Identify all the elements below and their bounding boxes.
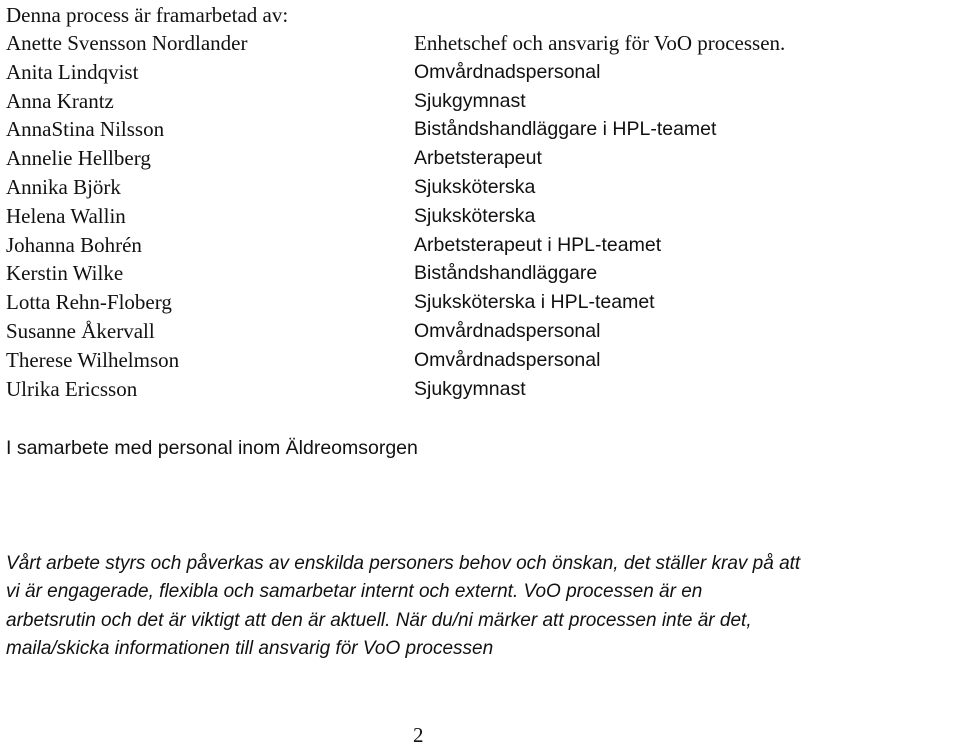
person-name: AnnaStina Nilsson [6,117,165,142]
person-role: Omvårdnadspersonal [414,319,601,342]
person-role: Enhetschef och ansvarig för VoO processen. [414,31,786,55]
person-role: Sjuksköterska i HPL-teamet [414,291,655,314]
paragraph-line: arbetsrutin och det är viktigt att den är aktuell. När du/ni märker att processen inte är det, [6,609,752,631]
process-paragraph [6,550,956,663]
paragraph-line: maila/skicka informationen till ansvarig för VoO processen [6,637,494,659]
roles-column [414,29,785,403]
person-name: Susanne Åkervall [6,318,155,343]
person-role: Sjukgymnast [414,89,526,112]
person-role: Arbetsterapeut i HPL-teamet [414,233,662,256]
person-name: Johanna Bohrén [6,232,142,257]
person-role: Omvårdnadspersonal [414,348,601,371]
person-name: Helena Wallin [6,203,126,228]
page-number: 2 [413,723,424,747]
person-name: Annelie Hellberg [6,146,151,171]
person-role: Biståndshandläggare [414,262,598,285]
person-name: Kerstin Wilke [6,261,124,286]
person-name: Anita Lindqvist [6,59,139,84]
person-name: Lotta Rehn-Floberg [6,290,172,315]
person-name: Ulrika Ericsson [6,376,138,401]
person-role: Sjukgymnast [414,377,526,400]
person-role: Arbetsterapeut [414,147,542,170]
person-role: Biståndshandläggare i HPL-teamet [414,118,717,141]
person-name: Annika Björk [6,174,121,199]
person-name: Therese Wilhelmson [6,347,180,372]
paragraph-line: vi är engagerade, flexibla och samarbetar internt och externt. VoO processen är en [6,581,703,603]
names-column [6,29,247,403]
person-name: Anna Krantz [6,88,114,113]
document-heading: Denna process är framarbetad av: [6,3,289,27]
person-role: Sjuksköterska [414,204,536,227]
person-name: Anette Svensson Nordlander [6,31,248,55]
person-role: Omvårdnadspersonal [414,60,601,83]
person-role: Sjuksköterska [414,175,536,198]
paragraph-line: Vårt arbete styrs och påverkas av enskilda personers behov och önskan, det ställer krav på att [6,553,801,574]
collaboration-note: I samarbete med personal inom Äldreomsorgen [6,437,418,459]
